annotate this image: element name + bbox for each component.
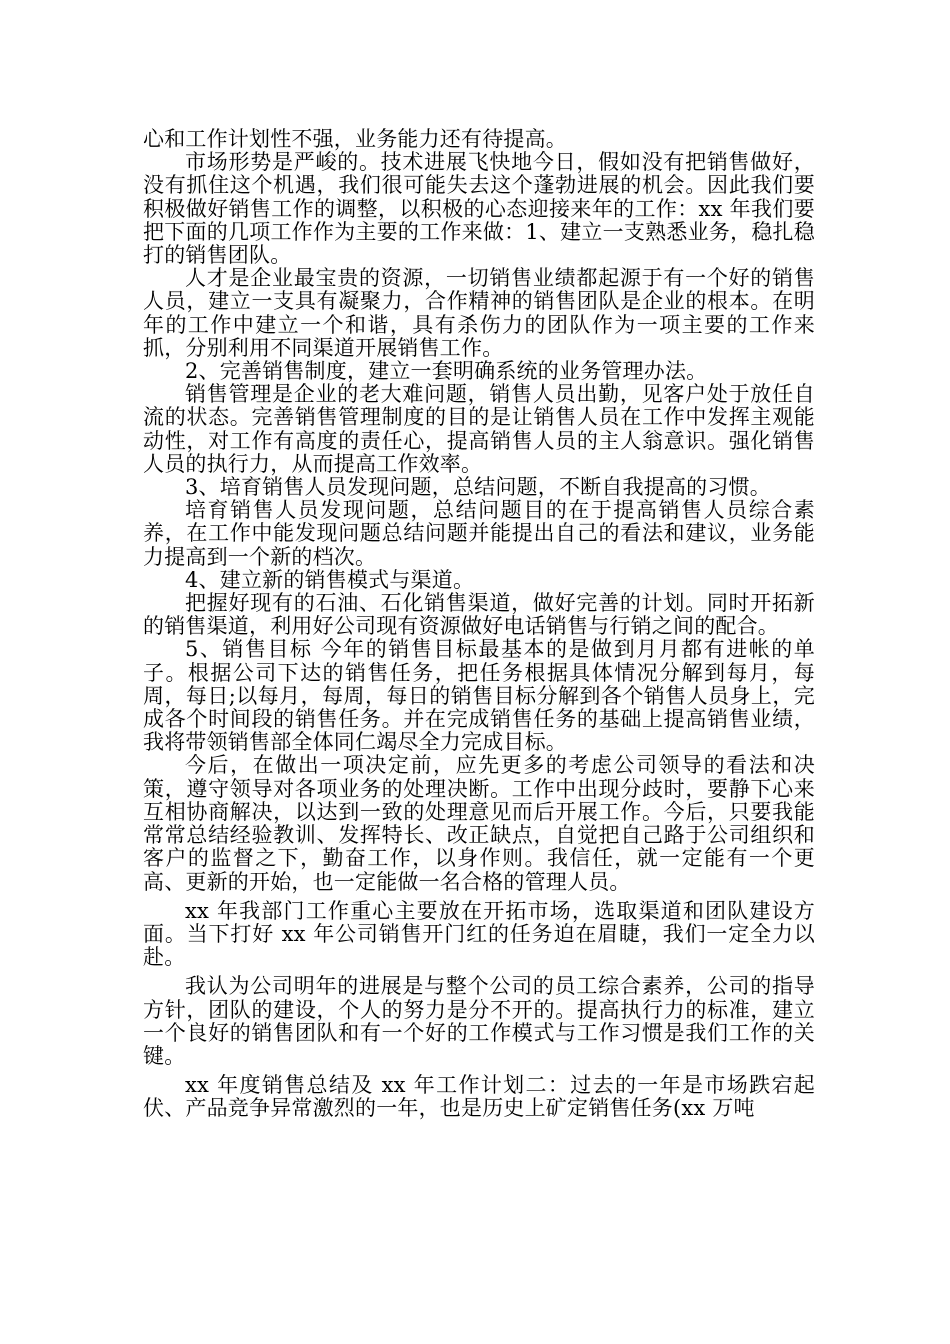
- paragraph: 培育销售人员发现问题，总结问题目的在于提高销售人员综合素养，在工作中能发现问题总结问题并能提出自己的看法和建议，业务能力提高到一个新的档次。: [143, 498, 815, 569]
- paragraph: 人才是企业最宝贵的资源，一切销售业绩都起源于有一个好的销售人员，建立一支具有凝聚力，合作精神的销售团队是企业的根本。在明年的工作中建立一个和谐，具有杀伤力的团队作为一项主要的工作来抓，分别利用不同渠道开展销售工作。: [143, 266, 815, 360]
- paragraph: 把握好现有的石油、石化销售渠道，做好完善的计划。同时开拓新的销售渠道，利用好公司现有资源做好电话销售与行销之间的配合。: [143, 591, 815, 639]
- paragraph: 5、销售目标 今年的销售目标最基本的是做到月月都有进帐的单子。根据公司下达的销售任务，把任务根据具体情况分解到每月，每周，每日;以每月，每周，每日的销售目标分解到各个销售人员身上，完成各个时间段的销售任务。并在完成销售任务的基础上提高销售业绩，我将带领销售部全体同仁竭尽全力完成目标。: [143, 637, 815, 755]
- paragraph: xx 年度销售总结及 xx 年工作计划二：过去的一年是市场跌宕起伏、产品竞争异常激烈的一年，也是历史上矿定销售任务(xx 万吨: [143, 1073, 815, 1121]
- paragraph: 我认为公司明年的进展是与整个公司的员工综合素养，公司的指导方针，团队的建设，个人的努力是分不开的。提高执行力的标准，建立一个良好的销售团队和有一个好的工作模式与工作习惯是我们工作的关键。: [143, 974, 815, 1068]
- paragraph-continuation: 心和工作计划性不强，业务能力还有待提高。: [143, 127, 567, 151]
- paragraph: xx 年我部门工作重心主要放在开拓市场，选取渠道和团队建设方面。当下打好 xx 年公司销售开门红的任务迫在眉睫，我们一定全力以赴。: [143, 898, 815, 970]
- paragraph-heading: 2、完善销售制度，建立一套明确系统的业务管理办法。: [185, 359, 708, 384]
- paragraph: 市场形势是严峻的。技术进展飞快地今日，假如没有把销售做好，没有抓住这个机遇，我们很可能失去这个蓬勃进展的机会。因此我们要积极做好销售工作的调整，以积极的心态迎接来年的工作：xx 年我们要把下面的几项工作作为主要的工作来做：1、建立一支熟悉业务，稳扎稳打的销售团队。: [143, 150, 815, 268]
- paragraph: 销售管理是企业的老大难问题，销售人员出勤，见客户处于放任自流的状态。完善销售管理制度的目的是让销售人员在工作中发挥主观能动性，对工作有高度的责任心，提高销售人员的主人翁意识。强化销售人员的执行力，从而提高工作效率。: [143, 382, 815, 476]
- document-body: [143, 128, 815, 1121]
- paragraph-heading: 3、培育销售人员发现问题，总结问题，不断自我提高的习惯。: [185, 475, 771, 500]
- paragraph: 今后，在做出一项决定前，应先更多的考虑公司领导的看法和决策，遵守领导对各项业务的处理决断。工作中出现分歧时，要静下心来互相协商解决，以达到一致的处理意见而后开展工作。今后，只要我能常常总结经验教训、发挥特长、改正缺点，自觉把自己路于公司组织和客户的监督之下，勤奋工作，以身作则。我信任，就一定能有一个更高、更新的开始，也一定能做一名合格的管理人员。: [143, 753, 815, 894]
- paragraph-heading: 4、建立新的销售模式与渠道。: [185, 567, 475, 592]
